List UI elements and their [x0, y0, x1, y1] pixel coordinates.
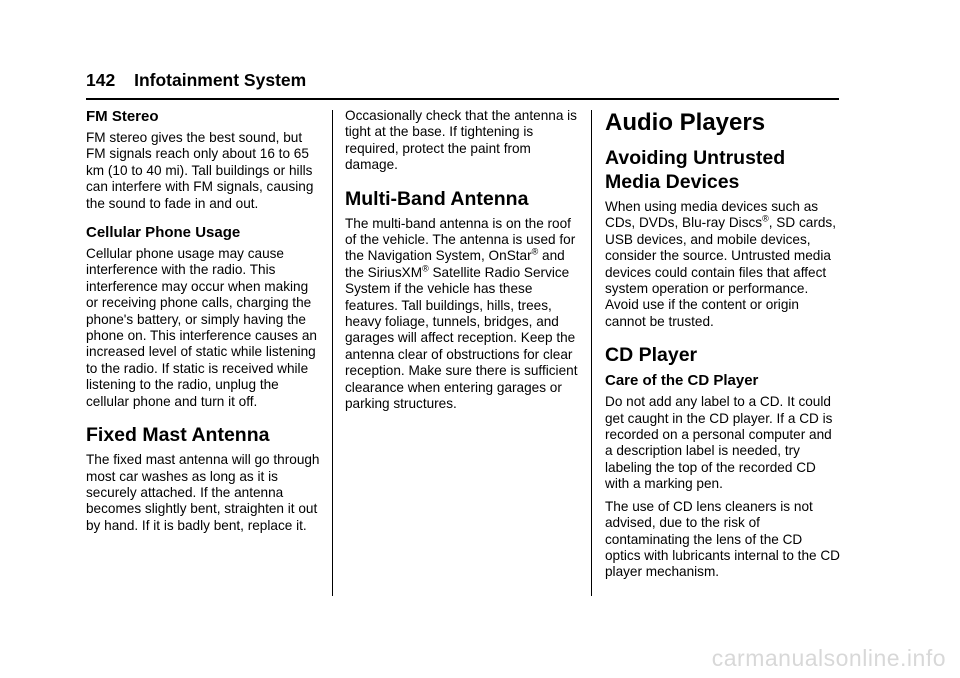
audio-players-heading: Audio Players: [605, 109, 766, 136]
registered-mark: ®: [422, 263, 429, 274]
multi-band-antenna-text: [345, 216, 581, 413]
cd-player-heading: CD Player: [605, 344, 698, 367]
registered-mark: ®: [531, 246, 539, 257]
column-2: [345, 108, 581, 419]
untrusted-text-part-b: , SD cards, USB devices, and mobile devices, consider the source. Untrusted media devices could contain files that affect system operation or performance. Avoid use if the content or origin cannot be trusted.: [605, 215, 836, 329]
antenna-check-text: Occasionally check that the antenna is tight at the base. If tightening is required, protect the paint from damage.: [345, 108, 577, 173]
column-divider-2: [591, 110, 592, 596]
multi-band-text-part-c: Satellite Radio Service System if the vehicle has these features. Tall buildings, hills, trees, heavy foliage, tunnels, bridges, and garages will affect reception. Keep the antenna clear of obstructions for clear reception. Make sure there is sufficient clearance when entering garages or parking structures.: [345, 264, 578, 412]
fixed-mast-antenna-text: The fixed mast antenna will go through most car washes as long as it is securely attached. If the antenna becomes slightly bent, straighten it out by hand. If it is badly bent, replace it.: [86, 452, 320, 533]
section-title: Infotainment System: [134, 70, 307, 90]
multi-band-antenna-heading: Multi-Band Antenna: [345, 187, 529, 210]
cellular-phone-heading: Cellular Phone Usage: [86, 224, 241, 242]
untrusted-text-part-a: When using media devices such as CDs, DVDs, Blu-ray Discs: [605, 199, 819, 231]
care-of-cd-player-heading: Care of the CD Player: [605, 372, 759, 390]
fm-stereo-text: FM stereo gives the best sound, but FM signals reach only about 16 to 65 km (10 to 40 mi). Tall buildings or hills can interfere with FM signals, causing the sound to fade in and out.: [86, 130, 314, 211]
column-3: [605, 108, 841, 587]
registered-mark: ®: [762, 213, 769, 224]
watermark: carmanualsonline.info: [711, 645, 946, 671]
column-1: [86, 108, 322, 540]
fixed-mast-antenna-heading: Fixed Mast Antenna: [86, 424, 270, 447]
header-rule: [86, 98, 839, 100]
page-number: 142: [86, 70, 116, 90]
fm-stereo-heading: FM Stereo: [86, 108, 159, 125]
care-of-cd-player-text: Do not add any label to a CD. It could get caught in the CD player. If a CD is recorded on a personal computer and a description label is needed, try labeling the top of the recorded CD with a marking pen.: [605, 394, 833, 492]
untrusted-media-heading: Avoiding Untrusted Media Devices: [605, 147, 786, 193]
untrusted-media-text: [605, 199, 841, 330]
cellular-phone-text: Cellular phone usage may cause interference with the radio. This interference may occur when making or receiving phone calls, charging the phone's battery, or simply having the phone on. This interference causes an increased level of static while listening to the radio. If static is received while listening to the radio, unplug the cellular phone and turn it off.: [86, 246, 317, 409]
cd-lens-cleaner-text: The use of CD lens cleaners is not advised, due to the risk of contaminating the lens of the CD optics with lubricants internal to the CD player mechanism.: [605, 498, 840, 580]
multi-band-text-part-b: and the SiriusXM: [345, 248, 565, 280]
column-divider-1: [332, 110, 333, 596]
multi-band-text-part-a: The multi-band antenna is on the roof of the vehicle. The antenna is used for the Navigation System, OnStar: [345, 215, 576, 264]
page-header: [86, 70, 306, 91]
